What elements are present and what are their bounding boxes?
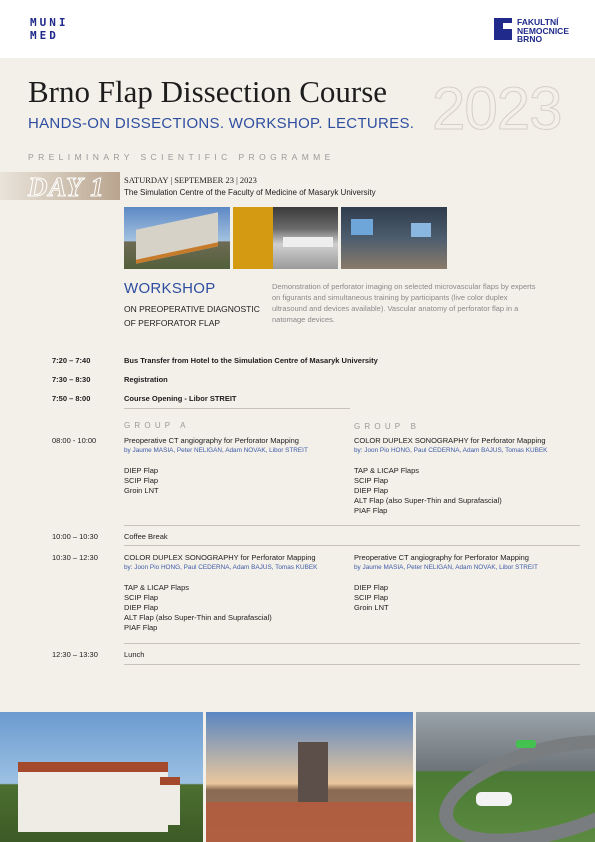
session-topic: ALT Flap (also Super-Thin and Suprafascial) — [354, 496, 502, 505]
fn-logo-line1: FAKULTNÍ — [517, 17, 559, 27]
header-bar — [0, 0, 595, 58]
schedule-item: Registration — [124, 375, 168, 384]
session-topic: DIEP Flap — [124, 466, 159, 475]
fn-logo-line3: BRNO — [517, 34, 543, 44]
divider — [124, 664, 580, 665]
session-heading: COLOR DUPLEX SONOGRAPHY for Perforator Mapping — [124, 553, 316, 562]
session-heading: Preoperative CT angiography for Perforator Mapping — [124, 436, 299, 445]
session-1-time: 08:00 - 10:00 — [52, 436, 97, 445]
cathedral-photo — [206, 712, 413, 842]
coffee-time: 10:00 – 10:30 — [52, 532, 98, 541]
session-topic: SCIP Flap — [354, 476, 389, 485]
bottom-photo-strip — [0, 712, 595, 842]
session-2-time: 10:30 – 12:30 — [52, 553, 98, 562]
muni-logo-line1: MUNI — [30, 16, 69, 29]
session-2-group-a — [124, 553, 317, 633]
day-label: DAY 1 — [28, 172, 105, 202]
divider — [124, 408, 350, 409]
session-heading: COLOR DUPLEX SONOGRAPHY for Perforator Mapping — [354, 436, 546, 445]
session-1-group-b — [354, 436, 547, 516]
simulation-room-photo — [341, 207, 447, 269]
session-topic: DIEP Flap — [124, 603, 159, 612]
divider — [124, 643, 580, 644]
lunch-time: 12:30 – 13:30 — [52, 650, 98, 659]
session-topic: PIAF Flap — [124, 623, 158, 632]
session-topic: DIEP Flap — [354, 486, 389, 495]
session-topic: DIEP Flap — [354, 583, 389, 592]
session-topic: SCIP Flap — [354, 593, 389, 602]
muni-logo-line2: MED — [30, 29, 59, 42]
building-photo — [124, 207, 230, 269]
programme-label: PRELIMINARY SCIENTIFIC PROGRAMME — [28, 152, 335, 162]
castle-photo — [0, 712, 203, 842]
lobby-photo — [233, 207, 339, 269]
fakultni-nemocnice-logo — [494, 18, 569, 44]
venue-photos — [124, 207, 447, 269]
session-topic: PIAF Flap — [354, 506, 388, 515]
session-heading: Preoperative CT angiography for Perforator Mapping — [354, 553, 529, 562]
session-speakers: by Jaume MASIA, Peter NELIGAN, Adam NOVAK, Libor STREIT — [354, 564, 538, 571]
lunch: Lunch — [124, 650, 145, 659]
coffee-break: Coffee Break — [124, 532, 168, 541]
schedule-time: 7:20 – 7:40 — [52, 356, 91, 365]
schedule-time: 7:30 – 8:30 — [52, 375, 91, 384]
session-topic: ALT Flap (also Super-Thin and Suprafascial) — [124, 613, 272, 622]
workshop-description: Demonstration of perforator imaging on selected microvascular flaps by experts on figurants and simultaneous training by participants (live color duplex ultrasound and devices available). Vascular anatomy of perforator flap in a natomage devices. — [272, 282, 536, 324]
session-speakers: by Jaume MASIA, Peter NELIGAN, Adam NOVAK, Libor STREIT — [124, 447, 308, 454]
schedule-item: Bus Transfer from Hotel to the Simulation Centre of Masaryk University — [124, 356, 378, 365]
session-speakers: by: Joon Pio HONG, Paul CEDERNA, Adam BAJUS, Tomas KUBEK — [124, 564, 318, 571]
session-speakers: by: Joon Pio HONG, Paul CEDERNA, Adam BAJUS, Tomas KUBEK — [354, 447, 548, 454]
schedule-time: 7:50 – 8:00 — [52, 394, 91, 403]
session-1-group-a — [124, 436, 308, 496]
session-topic: SCIP Flap — [124, 593, 159, 602]
session-2-group-b — [354, 553, 538, 613]
group-b-heading: GROUP B — [354, 422, 421, 431]
session-topic: Groin LNT — [124, 486, 159, 495]
page-subtitle: HANDS-ON DISSECTIONS. WORKSHOP. LECTURES. — [28, 115, 415, 132]
page-title: Brno Flap Dissection Course — [28, 74, 388, 109]
group-a-heading: GROUP A — [124, 421, 190, 430]
divider — [124, 525, 580, 526]
fn-logo-text — [517, 18, 569, 44]
schedule-item: Course Opening - Libor STREIT — [124, 394, 237, 403]
day-date: SATURDAY | SEPTEMBER 23 | 2023 — [124, 175, 257, 185]
workshop-title: WORKSHOP — [124, 280, 216, 297]
session-topic: SCIP Flap — [124, 476, 159, 485]
session-topic: Groin LNT — [354, 603, 389, 612]
year-watermark: 2023 — [432, 75, 562, 142]
fn-logo-line2: NEMOCNICE — [517, 25, 569, 36]
divider — [124, 545, 580, 546]
race-track-photo — [416, 712, 595, 842]
workshop-subtitle: ON PREOPERATIVE DIAGNOSTIC OF PERFORATOR FLAP — [124, 304, 260, 328]
muni-med-logo — [30, 16, 69, 42]
session-topic: TAP & LICAP Flaps — [354, 466, 420, 475]
day-venue: The Simulation Centre of the Faculty of Medicine of Masaryk University — [124, 188, 376, 197]
fn-logo-mark-icon — [494, 18, 512, 40]
session-topic: TAP & LICAP Flaps — [124, 583, 190, 592]
